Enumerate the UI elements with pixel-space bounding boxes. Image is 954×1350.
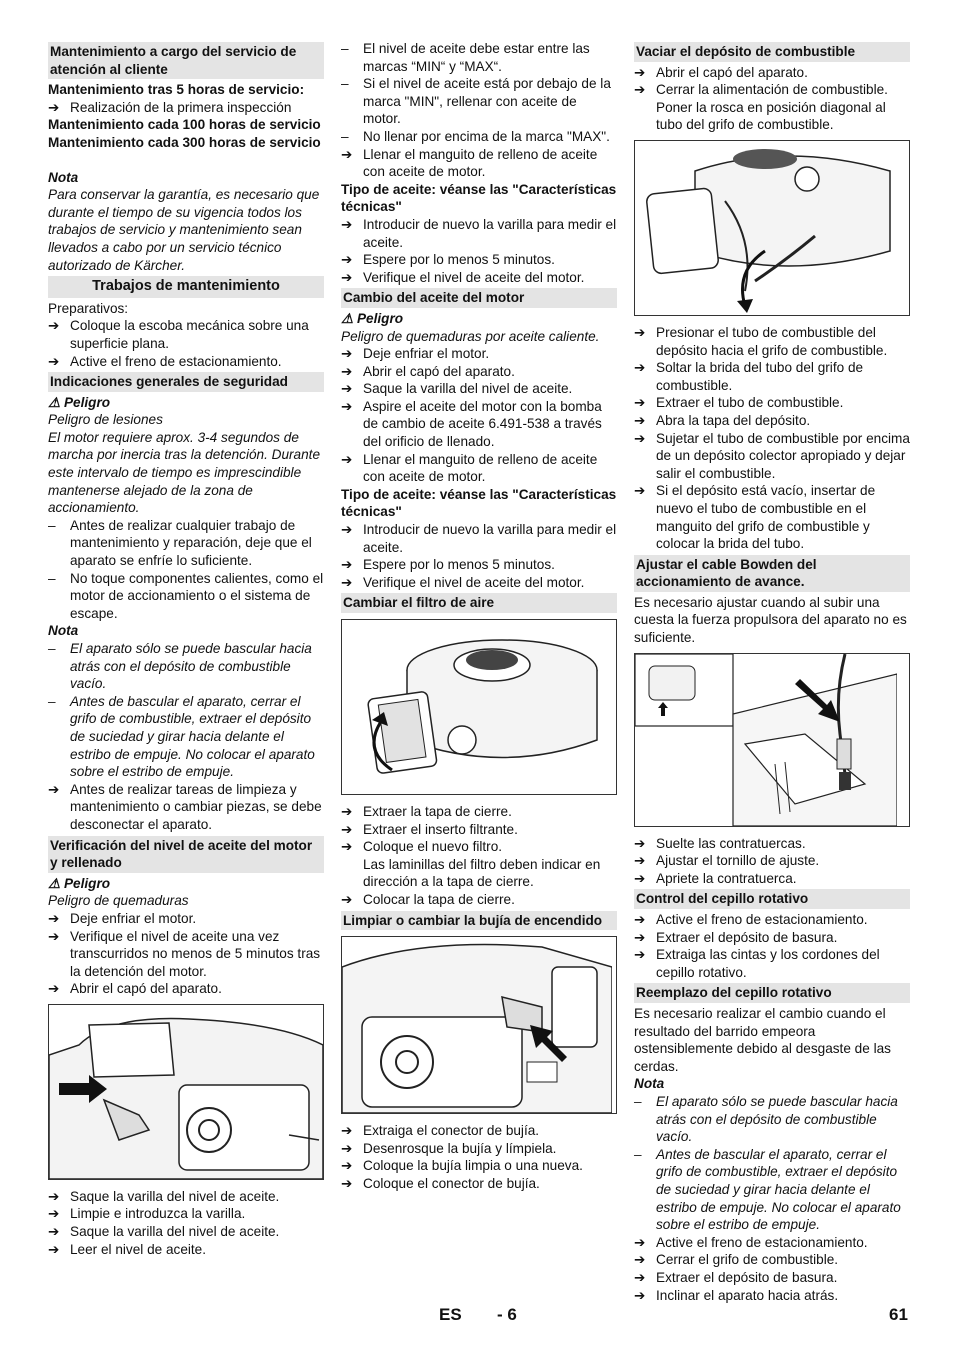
dash-marker: – <box>48 641 56 656</box>
arrow-icon: ➔ <box>48 1241 60 1257</box>
oil-type: Tipo de aceite: véanse las "Características técnicas" <box>341 486 617 520</box>
fuel-tank-illustration <box>635 141 905 315</box>
arrow-icon: ➔ <box>341 839 353 855</box>
after-5-hours: Mantenimiento tras 5 horas de servicio: <box>48 82 305 98</box>
arrow-icon: ➔ <box>341 146 353 162</box>
list-item: ➔ Active el freno de estacionamiento. <box>634 1234 868 1250</box>
list-item: ➔ Extraiga las cintas y los cordones del cepillo rotativo. <box>634 947 880 980</box>
list-item: ➔ Sujetar el tubo de combustible por encima de un depósito colector apropiado y dejar salir el combustible. <box>634 430 910 481</box>
list-item: ➔ Extraer el depósito de basura. <box>634 929 838 945</box>
peligro-label: ⚠ Peligro <box>341 310 404 326</box>
list-item: ➔ Coloque la bujía limpia o una nueva. <box>341 1158 583 1174</box>
dash-marker: – <box>48 517 56 533</box>
arrow-icon: ➔ <box>634 360 646 376</box>
list-item: ➔ Llenar el manguito de relleno de aceite con aceite de motor. <box>341 451 598 485</box>
list-item: ➔ Inclinar el aparato hacia atrás. <box>634 1287 839 1303</box>
list-item: ➔ Apriete la contratuerca. <box>634 870 797 886</box>
heading-cambio-aceite: Cambio del aceite del motor <box>341 288 617 308</box>
list-item: ➔ Saque la varilla del nivel de aceite. <box>48 1224 280 1240</box>
arrow-icon: ➔ <box>341 346 353 362</box>
arrow-icon: ➔ <box>634 947 646 963</box>
list-item: ➔ Deje enfriar el motor. <box>341 346 490 362</box>
arrow-icon: ➔ <box>341 269 353 285</box>
arrow-icon: ➔ <box>341 804 353 819</box>
preparativos: Preparativos: <box>48 300 129 316</box>
arrow-icon: ➔ <box>48 1188 60 1204</box>
arrow-icon: ➔ <box>634 324 646 340</box>
list-item: ➔ Llenar el manguito de relleno de aceite con aceite de motor. <box>341 146 598 180</box>
list-item: ➔ Extraiga el conector de bujía. <box>341 1123 540 1139</box>
heading-indicaciones: Indicaciones generales de seguridad <box>48 372 324 392</box>
warning-icon: ⚠ <box>341 310 354 326</box>
arrow-icon: ➔ <box>341 216 353 232</box>
list-item: ➔ Extraer el tubo de combustible. <box>634 395 844 411</box>
arrow-icon: ➔ <box>48 353 60 369</box>
list-item: – No toque componentes calientes, como el motor de accionamiento o el sistema de escape. <box>48 570 324 621</box>
figure-fuel-tank <box>634 140 910 316</box>
footer-language: ES <box>439 1305 462 1324</box>
arrow-icon: ➔ <box>341 891 353 907</box>
arrow-icon: ➔ <box>341 1158 353 1174</box>
arrow-icon: ➔ <box>634 1234 646 1250</box>
arrow-icon: ➔ <box>341 398 353 414</box>
arrow-icon: ➔ <box>48 318 60 334</box>
list-item: ➔ Abra la tapa del depósito. <box>634 412 811 428</box>
list-item: – Antes de bascular el aparato, cerrar el grifo de combustible, extraer el depósito de suciedad y girar hacia delante el estribo de empuje. No colocar el aparato sobre el estribo de empuje. <box>634 1146 901 1233</box>
list-item: ➔ Coloque el conector de bujía. <box>341 1175 540 1191</box>
arrow-icon: ➔ <box>341 363 353 379</box>
list-item: – No llenar por encima de la marca "MAX". <box>341 128 610 144</box>
arrow-icon: ➔ <box>634 853 646 869</box>
list-item: ➔ Verifique el nivel de aceite del motor. <box>341 574 585 590</box>
arrow-icon: ➔ <box>48 928 60 944</box>
arrow-icon: ➔ <box>341 522 353 538</box>
arrow-icon: ➔ <box>634 912 646 928</box>
list-item: – El aparato sólo se puede bascular hacia atrás con el depósito de combustible vacío. <box>634 1093 898 1145</box>
motor-text: El motor requiere aprox. 3-4 segundos de marcha por inercia tras la detención. Durante este intervalo de tiempo es imprescindible mantenerse alejado de la zona de accionamiento. <box>48 429 321 516</box>
list-item: ➔ Aspire el aceite del motor con la bomba de cambio de aceite 6.491-538 a través del orificio de llenado. <box>341 398 602 450</box>
list-item: ➔ Limpie e introduzca la varilla. <box>48 1206 246 1222</box>
arrow-icon: ➔ <box>341 381 353 397</box>
list-item: ➔ Si el depósito está vacío, insertar de nuevo el tubo de combustible en el manguito del grifo de combustible y colocar la brida del tubo. <box>634 483 876 552</box>
arrow-icon: ➔ <box>634 1287 646 1303</box>
nota-text: Para conservar la garantía, es necesario que durante el tiempo de su vigencia todos los trabajos de servicio y mantenimiento sean llevados a cabo por un servicio técnico autorizado de Kärcher. <box>48 187 320 273</box>
list-item: – Antes de realizar cualquier trabajo de mantenimiento y reparación, deje que el aparato se enfríe lo suficiente. <box>48 517 312 569</box>
arrow-icon: ➔ <box>341 821 353 837</box>
dash-marker: – <box>341 41 349 56</box>
bowden-text: Es necesario ajustar cuando al subir una cuesta la fuerza propulsora del aparato no es suficiente. <box>634 594 907 646</box>
arrow-icon: ➔ <box>341 1175 353 1191</box>
list-item: ➔ Antes de realizar tareas de limpieza y mantenimiento o cambiar piezas, se debe desconectar el aparato. <box>48 781 322 832</box>
list-item: ➔ Ajustar el tornillo de ajuste. <box>634 853 820 869</box>
list-item: ➔ Introducir de nuevo la varilla para medir el aceite. <box>341 522 617 555</box>
list-item: ➔ Saque la varilla del nivel de aceite. <box>48 1188 280 1204</box>
dash-marker: – <box>48 693 56 709</box>
list-item: ➔ Introducir de nuevo la varilla para medir el aceite. <box>341 216 617 250</box>
heading-vaciar: Vaciar el depósito de combustible <box>634 42 910 62</box>
list-item: ➔ Soltar la brida del tubo del grifo de combustible. <box>634 360 864 393</box>
list-item: – El nivel de aceite debe estar entre las marcas “MIN“ y “MAX“. <box>341 41 590 74</box>
list-item: – Si el nivel de aceite está por debajo de la marca "MIN", rellenar con aceite de motor. <box>341 76 611 127</box>
air-filter-illustration <box>342 620 612 794</box>
nota-label: Nota <box>48 169 79 185</box>
list-item: ➔ Coloque el nuevo filtro. Las laminillas del filtro deben indicar en dirección a la tapa de cierre. <box>341 839 601 890</box>
arrow-icon: ➔ <box>634 835 646 851</box>
list-item: ➔ Leer el nivel de aceite. <box>48 1241 207 1257</box>
arrow-icon: ➔ <box>634 64 646 80</box>
heading-bowden: Ajustar el cable Bowden del accionamiento de avance. <box>634 555 910 592</box>
arrow-icon: ➔ <box>48 1206 60 1222</box>
arrow-icon: ➔ <box>341 252 353 268</box>
list-item: ➔ Abrir el capó del aparato. <box>341 363 515 379</box>
heading-verificacion: Verificación del nivel de aceite del motor y rellenado <box>48 836 324 873</box>
list-item: ➔ Desenrosque la bujía y límpiela. <box>341 1140 557 1156</box>
arrow-icon: ➔ <box>48 99 60 115</box>
list-item: ➔ Cerrar la alimentación de combustible. Poner la rosca en posición diagonal al tubo del grifo de combustible. <box>634 82 888 133</box>
dash-marker: – <box>341 128 349 144</box>
list-item: ➔ Verifique el nivel de aceite del motor. <box>341 269 585 285</box>
warning-icon: ⚠ <box>48 394 61 410</box>
oil-type: Tipo de aceite: véanse las "Características técnicas" <box>341 181 617 215</box>
arrow-icon: ➔ <box>341 557 353 573</box>
peligro-quemaduras: Peligro de quemaduras <box>48 893 189 909</box>
dash-marker: – <box>341 76 349 92</box>
bowden-cable-illustration <box>635 654 897 826</box>
engine-dipstick-illustration <box>49 1005 323 1179</box>
list-item: ➔ Abrir el capó del aparato. <box>48 981 222 997</box>
heading-service: Mantenimiento a cargo del servicio de atención al cliente <box>48 42 324 79</box>
arrow-icon: ➔ <box>341 1140 353 1156</box>
peligro2-label: ⚠ Peligro <box>48 875 111 891</box>
list-item: ➔ Colocar la tapa de cierre. <box>341 891 515 907</box>
list-item: ➔ Realización de la primera inspección <box>48 99 292 115</box>
nota-label: Nota <box>634 1076 665 1092</box>
list-item: ➔ Presionar el tubo de combustible del depósito hacia el grifo de combustible. <box>634 324 888 358</box>
list-item: ➔ Espere por lo menos 5 minutos. <box>341 252 555 268</box>
arrow-icon: ➔ <box>634 1252 646 1268</box>
arrow-icon: ➔ <box>634 395 646 411</box>
arrow-icon: ➔ <box>634 430 646 446</box>
arrow-icon: ➔ <box>634 1269 646 1285</box>
column-2 <box>341 40 617 1193</box>
list-item: ➔ Extraer el inserto filtrante. <box>341 821 518 837</box>
peligro-lesiones: Peligro de lesiones <box>48 412 163 428</box>
dash-marker: – <box>48 570 56 586</box>
column-3 <box>634 40 910 1304</box>
arrow-icon: ➔ <box>341 451 353 467</box>
arrow-icon: ➔ <box>341 1123 353 1139</box>
list-item: ➔ Extraer el depósito de basura. <box>634 1269 838 1285</box>
list-item: – Antes de bascular el aparato, cerrar el grifo de combustible, extraer el depósito de suciedad y girar hacia delante el estribo de empuje. No colocar el aparato sobre el estribo de empuje. <box>48 693 315 780</box>
arrow-icon: ➔ <box>341 574 353 590</box>
arrow-icon: ➔ <box>48 781 60 797</box>
heading-bujia: Limpiar o cambiar la bujía de encendido <box>341 911 617 931</box>
heading-trabajos: Trabajos de mantenimiento <box>48 276 324 298</box>
list-item: ➔ Coloque la escoba mecánica sobre una superficie plana. <box>48 318 309 351</box>
every-300-hours: Mantenimiento cada 300 horas de servicio <box>48 134 321 150</box>
spark-plug-illustration <box>342 937 612 1113</box>
arrow-icon: ➔ <box>634 82 646 98</box>
list-item: ➔ Cerrar el grifo de combustible. <box>634 1252 839 1268</box>
column-1 <box>48 40 324 1258</box>
arrow-icon: ➔ <box>634 870 646 886</box>
arrow-icon: ➔ <box>48 910 60 926</box>
list-item: ➔ Espere por lo menos 5 minutos. <box>341 557 555 573</box>
figure-bowden-cable <box>634 653 910 827</box>
footer-page-number: 61 <box>889 1305 908 1324</box>
peligro-text: Peligro de quemaduras por aceite caliente. <box>341 328 600 344</box>
every-100-hours: Mantenimiento cada 100 horas de servicio <box>48 117 321 133</box>
heading-filtro: Cambiar el filtro de aire <box>341 593 617 613</box>
dash-marker: – <box>634 1093 642 1109</box>
list-item: ➔ Suelte las contratuercas. <box>634 835 806 851</box>
peligro-label: ⚠ Peligro <box>48 394 111 410</box>
arrow-icon: ➔ <box>48 981 60 997</box>
list-item: ➔ Abrir el capó del aparato. <box>634 64 808 80</box>
heading-control: Control del cepillo rotativo <box>634 889 910 909</box>
arrow-icon: ➔ <box>634 929 646 945</box>
dash-marker: – <box>634 1146 642 1162</box>
warning-icon: ⚠ <box>48 875 61 891</box>
footer-subpage: - 6 <box>497 1305 517 1324</box>
list-item: ➔ Active el freno de estacionamiento. <box>634 912 868 928</box>
figure-oil-dipstick <box>48 1004 324 1180</box>
reemplazo-text: Es necesario realizar el cambio cuando el resultado del barrido empeora ostensiblemente debido al desgaste de las cerdas. <box>634 1006 891 1074</box>
list-item: ➔ Deje enfriar el motor. <box>48 910 197 926</box>
list-item: ➔ Saque la varilla del nivel de aceite. <box>341 381 573 397</box>
figure-air-filter <box>341 619 617 795</box>
figure-spark-plug <box>341 936 617 1114</box>
list-item: ➔ Active el freno de estacionamiento. <box>48 353 282 369</box>
list-item: ➔ Verifique el nivel de aceite una vez transcurridos no menos de 5 minutos tras la detención del motor. <box>48 928 321 979</box>
arrow-icon: ➔ <box>634 412 646 428</box>
list-item: – El aparato sólo se puede bascular hacia atrás con el depósito de combustible vacío. <box>48 641 312 692</box>
list-item: ➔ Extraer la tapa de cierre. <box>341 804 512 819</box>
heading-reemplazo: Reemplazo del cepillo rotativo <box>634 983 910 1003</box>
arrow-icon: ➔ <box>634 483 646 499</box>
arrow-icon: ➔ <box>48 1224 60 1240</box>
nota2-label: Nota <box>48 623 79 639</box>
